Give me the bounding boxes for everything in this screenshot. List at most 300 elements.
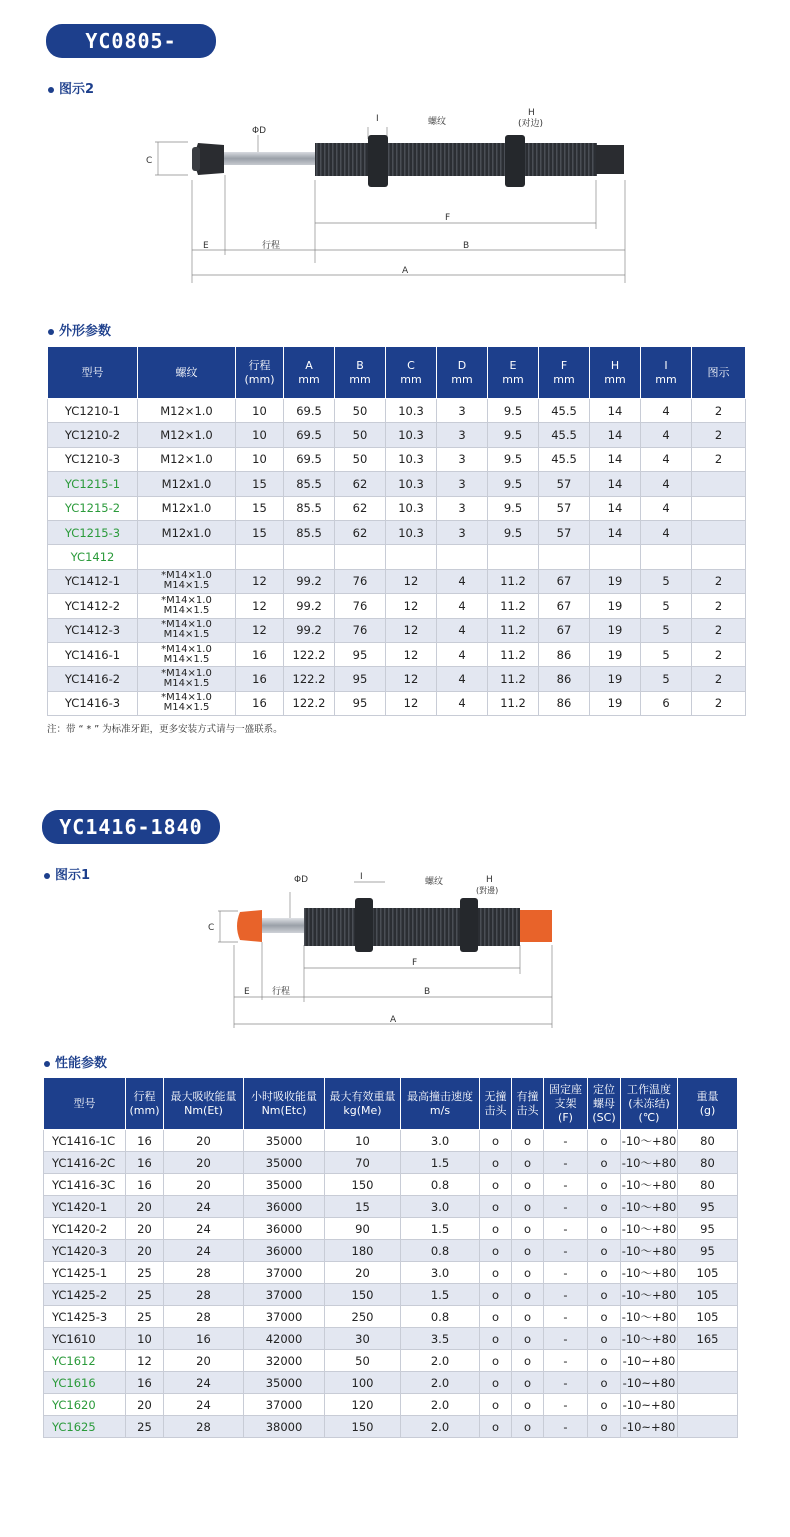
thread-line: M14×1.5	[163, 580, 210, 592]
table-cell: 100	[325, 1372, 401, 1394]
table-cell: 12	[386, 642, 437, 666]
table-cell: 10.3	[386, 399, 437, 423]
table-cell: o	[480, 1130, 512, 1152]
table-row	[44, 1196, 738, 1218]
table-cell: o	[588, 1328, 621, 1350]
table-cell: YC1620	[44, 1394, 126, 1416]
table-cell: 12	[236, 594, 284, 618]
table-cell: 11.2	[488, 691, 539, 715]
table-cell	[678, 1416, 738, 1438]
table-cell: 122.2	[284, 691, 335, 715]
table-cell: 19	[590, 691, 641, 715]
svg-text:B: B	[424, 987, 431, 997]
header-line: 固定座	[549, 1082, 582, 1096]
table-cell: YC1610	[44, 1328, 126, 1350]
figure1-label: 图示1	[44, 864, 90, 883]
table-cell: 10.3	[386, 520, 437, 544]
table-row	[48, 569, 746, 593]
table-cell: 180	[325, 1240, 401, 1262]
table-cell	[138, 667, 236, 691]
table-cell: 4	[641, 472, 692, 496]
header-line: 有撞	[516, 1089, 539, 1103]
table-cell: 16	[236, 667, 284, 691]
table-cell	[138, 618, 236, 642]
table-header-cell	[126, 1078, 164, 1130]
table-cell: 35000	[244, 1174, 325, 1196]
table-cell: 70	[325, 1152, 401, 1174]
table-cell: 2	[692, 691, 746, 715]
svg-text:H: H	[528, 108, 535, 118]
table-cell: o	[588, 1306, 621, 1328]
table-cell: -	[544, 1218, 588, 1240]
table-cell: o	[480, 1174, 512, 1196]
section2-title: YC1416-1840	[42, 810, 220, 844]
table-cell: o	[588, 1174, 621, 1196]
table-cell: 12	[386, 594, 437, 618]
table-cell: -10～+80	[621, 1130, 678, 1152]
svg-text:ΦD: ΦD	[252, 126, 267, 136]
table-cell: 24	[164, 1218, 244, 1240]
table-cell: 20	[126, 1218, 164, 1240]
table-cell: 14	[590, 423, 641, 447]
table-cell: 80	[678, 1130, 738, 1152]
table-cell: 11.2	[488, 642, 539, 666]
header-line: mm	[298, 372, 320, 386]
table-cell: 3	[437, 496, 488, 520]
table-row	[48, 618, 746, 642]
table-cell: 2.0	[401, 1372, 480, 1394]
table-cell: 120	[325, 1394, 401, 1416]
bullet-icon	[44, 1061, 50, 1067]
table-cell: -10~+80	[621, 1394, 678, 1416]
header-line: Nm(Etc)	[261, 1103, 307, 1117]
thread-line: M14×1.5	[163, 677, 210, 689]
table-cell: o	[480, 1262, 512, 1284]
table-cell: 50	[335, 447, 386, 471]
table-cell: 67	[539, 618, 590, 642]
table-cell: 16	[164, 1328, 244, 1350]
table-cell: 3.0	[401, 1130, 480, 1152]
table-cell: 95	[678, 1218, 738, 1240]
header-line: C	[407, 358, 415, 372]
table-cell	[678, 1372, 738, 1394]
header-line: 支架	[554, 1096, 577, 1110]
header-line: 最大有效重量	[329, 1089, 396, 1103]
table-header-cell	[236, 347, 284, 399]
header-line: 定位	[593, 1082, 615, 1096]
table-cell: 50	[335, 423, 386, 447]
table-cell: 37000	[244, 1394, 325, 1416]
header-line: 型号	[73, 1096, 96, 1110]
table-cell: 28	[164, 1306, 244, 1328]
thread-line: M14×1.5	[163, 629, 210, 641]
table-cell: 69.5	[284, 399, 335, 423]
table-header-cell	[480, 1078, 512, 1130]
table-cell: M12x1.0	[138, 496, 236, 520]
table-cell: 16	[126, 1130, 164, 1152]
table-cell: 99.2	[284, 594, 335, 618]
table-header-cell	[386, 347, 437, 399]
table-cell: o	[512, 1284, 544, 1306]
table-cell: 4	[437, 618, 488, 642]
header-line: 无撞	[484, 1089, 507, 1103]
table-cell: 35000	[244, 1130, 325, 1152]
table-cell: 28	[164, 1284, 244, 1306]
table-cell: 19	[590, 569, 641, 593]
table-cell: 4	[641, 496, 692, 520]
table-cell: 99.2	[284, 569, 335, 593]
header-line: 图示	[707, 365, 730, 379]
table-cell: 20	[164, 1152, 244, 1174]
svg-text:B: B	[463, 241, 470, 251]
header-line: B	[356, 358, 364, 372]
table-cell: YC1425-2	[44, 1284, 126, 1306]
table-cell: 9.5	[488, 399, 539, 423]
table-cell: 16	[126, 1372, 164, 1394]
table-cell: o	[512, 1174, 544, 1196]
footnote: 注：带 “ * ” 为标准牙距，更多安装方式请与一盛联系。	[47, 724, 283, 735]
table-cell: 1.5	[401, 1152, 480, 1174]
table-cell: o	[588, 1152, 621, 1174]
header-line: D	[457, 358, 467, 372]
table-row	[48, 691, 746, 715]
table-cell: -	[544, 1284, 588, 1306]
table-cell: 62	[335, 496, 386, 520]
table-cell: YC1215-1	[48, 472, 138, 496]
table-row	[48, 642, 746, 666]
table-cell: o	[512, 1372, 544, 1394]
table-row	[44, 1350, 738, 1372]
table-row	[48, 545, 746, 569]
table-cell: 16	[126, 1152, 164, 1174]
table-cell: YC1416-1C	[44, 1130, 126, 1152]
performance-params-label: 性能参数	[44, 1052, 107, 1071]
table-cell: 5	[641, 642, 692, 666]
table-cell: 36000	[244, 1240, 325, 1262]
table-cell: 69.5	[284, 423, 335, 447]
table-cell: YC1416-1	[48, 642, 138, 666]
table-cell: 105	[678, 1284, 738, 1306]
thread-line: M14×1.5	[163, 702, 210, 714]
header-line: 螺母	[593, 1096, 615, 1110]
shock-absorber-diagram-1	[200, 870, 570, 1035]
table-cell: -10～+80	[621, 1152, 678, 1174]
table-cell: -10～+80	[621, 1328, 678, 1350]
table-cell	[138, 594, 236, 618]
thread-line: *M14×1.0	[161, 643, 212, 655]
header-line: 击头	[516, 1103, 539, 1117]
table-cell: 20	[126, 1196, 164, 1218]
header-line: E	[509, 358, 517, 372]
table-cell: 95	[335, 691, 386, 715]
table-cell: 3.0	[401, 1196, 480, 1218]
table-cell: -10～+80	[621, 1262, 678, 1284]
table-cell: o	[512, 1240, 544, 1262]
table-cell: YC1625	[44, 1416, 126, 1438]
table-cell: o	[480, 1152, 512, 1174]
table-cell	[488, 545, 539, 569]
table-cell: -	[544, 1152, 588, 1174]
table-cell: 105	[678, 1262, 738, 1284]
table-cell	[386, 545, 437, 569]
table-cell: 62	[335, 472, 386, 496]
table-cell: 10.3	[386, 423, 437, 447]
table-row	[44, 1372, 738, 1394]
table-cell: 12	[126, 1350, 164, 1372]
header-line: m/s	[429, 1103, 451, 1117]
table-cell: 28	[164, 1262, 244, 1284]
table-cell: 5	[641, 667, 692, 691]
table-cell: -	[544, 1394, 588, 1416]
table-cell: 50	[325, 1350, 401, 1372]
table-cell: o	[588, 1196, 621, 1218]
table-cell: 1.5	[401, 1284, 480, 1306]
table-header-cell	[48, 347, 138, 399]
table-cell: o	[512, 1152, 544, 1174]
table-cell: 14	[590, 472, 641, 496]
thread-line: M14×1.5	[163, 653, 210, 665]
table-cell: 150	[325, 1174, 401, 1196]
header-line: Nm(Et)	[184, 1103, 223, 1117]
table-cell: 3.0	[401, 1262, 480, 1284]
table-cell: 99.2	[284, 618, 335, 642]
header-line: (SC)	[592, 1110, 616, 1124]
table-cell: 10.3	[386, 496, 437, 520]
table-cell	[641, 545, 692, 569]
table-cell: 4	[641, 399, 692, 423]
table-cell: 4	[641, 423, 692, 447]
table-row	[44, 1328, 738, 1350]
table-cell: YC1416-3	[48, 691, 138, 715]
table-cell: YC1412	[48, 545, 138, 569]
table-cell: o	[512, 1196, 544, 1218]
table-cell: 28	[164, 1416, 244, 1438]
table-cell: 85.5	[284, 496, 335, 520]
table-cell	[437, 545, 488, 569]
table-cell: o	[588, 1284, 621, 1306]
table-header-cell	[512, 1078, 544, 1130]
table-cell: 3	[437, 399, 488, 423]
table-cell: 36000	[244, 1196, 325, 1218]
table-cell	[138, 691, 236, 715]
header-line: mm	[553, 372, 575, 386]
table-cell: o	[588, 1218, 621, 1240]
table-row	[48, 594, 746, 618]
dimension-params-label: 外形参数	[48, 320, 111, 339]
shock-absorber-diagram-2	[140, 105, 640, 290]
table-cell: 95	[335, 642, 386, 666]
table-cell: o	[512, 1306, 544, 1328]
table-cell	[138, 545, 236, 569]
table-cell: 36000	[244, 1218, 325, 1240]
table-cell: 1.5	[401, 1218, 480, 1240]
table-cell: 25	[126, 1306, 164, 1328]
table-cell: 19	[590, 642, 641, 666]
table-cell: 0.8	[401, 1240, 480, 1262]
table-cell: 16	[126, 1174, 164, 1196]
table-cell: 3.5	[401, 1328, 480, 1350]
table-cell: 80	[678, 1152, 738, 1174]
table-cell	[692, 472, 746, 496]
table-cell: 150	[325, 1284, 401, 1306]
header-line: mm	[451, 372, 473, 386]
bullet-icon	[48, 329, 54, 335]
header-line: mm	[604, 372, 626, 386]
table-cell: o	[588, 1262, 621, 1284]
table-row	[44, 1240, 738, 1262]
header-line: A	[305, 358, 313, 372]
table-cell: 15	[236, 520, 284, 544]
table-cell	[692, 520, 746, 544]
svg-text:F: F	[412, 958, 418, 968]
thread-line: *M14×1.0	[161, 619, 212, 631]
table-cell: 0.8	[401, 1306, 480, 1328]
table-cell	[678, 1350, 738, 1372]
svg-text:C: C	[208, 923, 215, 933]
table-row	[48, 520, 746, 544]
table-cell: 11.2	[488, 569, 539, 593]
table-cell: o	[588, 1350, 621, 1372]
table-cell: 0.8	[401, 1174, 480, 1196]
table-cell: 20	[164, 1130, 244, 1152]
table-cell: 37000	[244, 1284, 325, 1306]
table-cell: 10.3	[386, 447, 437, 471]
svg-text:螺纹: 螺纹	[428, 117, 447, 127]
header-line: mm	[655, 372, 677, 386]
table-cell: 12	[236, 569, 284, 593]
table-cell: -10～+80	[621, 1284, 678, 1306]
svg-text:螺纹: 螺纹	[425, 877, 444, 887]
table-row	[44, 1262, 738, 1284]
table-cell: 20	[126, 1240, 164, 1262]
table-cell: -10~+80	[621, 1372, 678, 1394]
svg-text:E: E	[244, 987, 250, 997]
table-cell: -	[544, 1240, 588, 1262]
table-cell: 9.5	[488, 520, 539, 544]
svg-text:H: H	[486, 875, 493, 885]
table-cell: 12	[236, 618, 284, 642]
table-cell: 45.5	[539, 447, 590, 471]
table-cell: -10～+80	[621, 1306, 678, 1328]
table-cell: 14	[590, 496, 641, 520]
table-cell	[284, 545, 335, 569]
table-cell: 24	[164, 1196, 244, 1218]
table-cell: 37000	[244, 1306, 325, 1328]
table-cell: 57	[539, 520, 590, 544]
table-cell: o	[588, 1394, 621, 1416]
bullet-icon	[44, 873, 50, 879]
table-cell: 35000	[244, 1152, 325, 1174]
table-cell: 90	[325, 1218, 401, 1240]
table-cell: 14	[590, 520, 641, 544]
table-cell: 57	[539, 472, 590, 496]
table-cell: 105	[678, 1306, 738, 1328]
header-line: 最大吸收能量	[170, 1089, 237, 1103]
table-cell: 76	[335, 594, 386, 618]
table-header-cell	[588, 1078, 621, 1130]
header-line: 工作温度	[627, 1082, 671, 1096]
svg-text:F: F	[445, 213, 451, 223]
table-cell: 2	[692, 667, 746, 691]
table-cell: 10	[236, 447, 284, 471]
table-cell: 6	[641, 691, 692, 715]
table-cell: 9.5	[488, 496, 539, 520]
table-cell: 20	[164, 1350, 244, 1372]
table-cell: 19	[590, 618, 641, 642]
header-line: (mm)	[244, 372, 275, 386]
table-cell: 2	[692, 594, 746, 618]
table-cell: 20	[126, 1394, 164, 1416]
table-cell: 3	[437, 520, 488, 544]
table-cell: 19	[590, 667, 641, 691]
header-line: F	[560, 358, 568, 372]
header-line: (未冻结)	[628, 1096, 670, 1110]
table-cell: M12x1.0	[138, 472, 236, 496]
svg-text:A: A	[402, 266, 409, 276]
table-cell: o	[480, 1240, 512, 1262]
table-cell: -10~+80	[621, 1350, 678, 1372]
table-cell: 165	[678, 1328, 738, 1350]
table-row	[44, 1174, 738, 1196]
header-line: I	[664, 358, 668, 372]
table-header-cell	[692, 347, 746, 399]
table-header-cell	[284, 347, 335, 399]
table-cell: M12×1.0	[138, 423, 236, 447]
table-row	[48, 423, 746, 447]
table-row	[44, 1306, 738, 1328]
table-cell	[590, 545, 641, 569]
table-cell: o	[512, 1328, 544, 1350]
table-row	[44, 1394, 738, 1416]
table-cell: 24	[164, 1240, 244, 1262]
header-line: 型号	[81, 365, 104, 379]
table-cell: 24	[164, 1372, 244, 1394]
table-row	[48, 447, 746, 471]
figure2-label: 图示2	[48, 78, 94, 97]
table-cell: o	[512, 1262, 544, 1284]
header-line: H	[610, 358, 620, 372]
header-line: 螺纹	[175, 365, 198, 379]
table-row	[44, 1284, 738, 1306]
table-cell	[692, 545, 746, 569]
table-cell: YC1420-3	[44, 1240, 126, 1262]
table-cell: 10	[236, 423, 284, 447]
table-cell: 15	[236, 496, 284, 520]
header-line: (F)	[558, 1110, 573, 1124]
table-cell: 4	[641, 520, 692, 544]
table-cell: YC1215-3	[48, 520, 138, 544]
table-cell: 10	[325, 1130, 401, 1152]
table-row	[48, 496, 746, 520]
table-cell: YC1425-3	[44, 1306, 126, 1328]
table-cell: -	[544, 1306, 588, 1328]
table-header-cell	[244, 1078, 325, 1130]
table-cell: 3	[437, 472, 488, 496]
table-cell: 50	[335, 399, 386, 423]
table-header-cell	[678, 1078, 738, 1130]
table-cell: 4	[437, 569, 488, 593]
table-cell: 250	[325, 1306, 401, 1328]
table-cell: 67	[539, 594, 590, 618]
table-cell: 5	[641, 569, 692, 593]
section1-title: YC0805-1416	[46, 24, 216, 58]
table-cell: YC1416-2C	[44, 1152, 126, 1174]
table-cell	[138, 569, 236, 593]
table-cell: 9.5	[488, 472, 539, 496]
table-cell: 85.5	[284, 520, 335, 544]
table-cell: 10.3	[386, 472, 437, 496]
table-cell: M12×1.0	[138, 447, 236, 471]
